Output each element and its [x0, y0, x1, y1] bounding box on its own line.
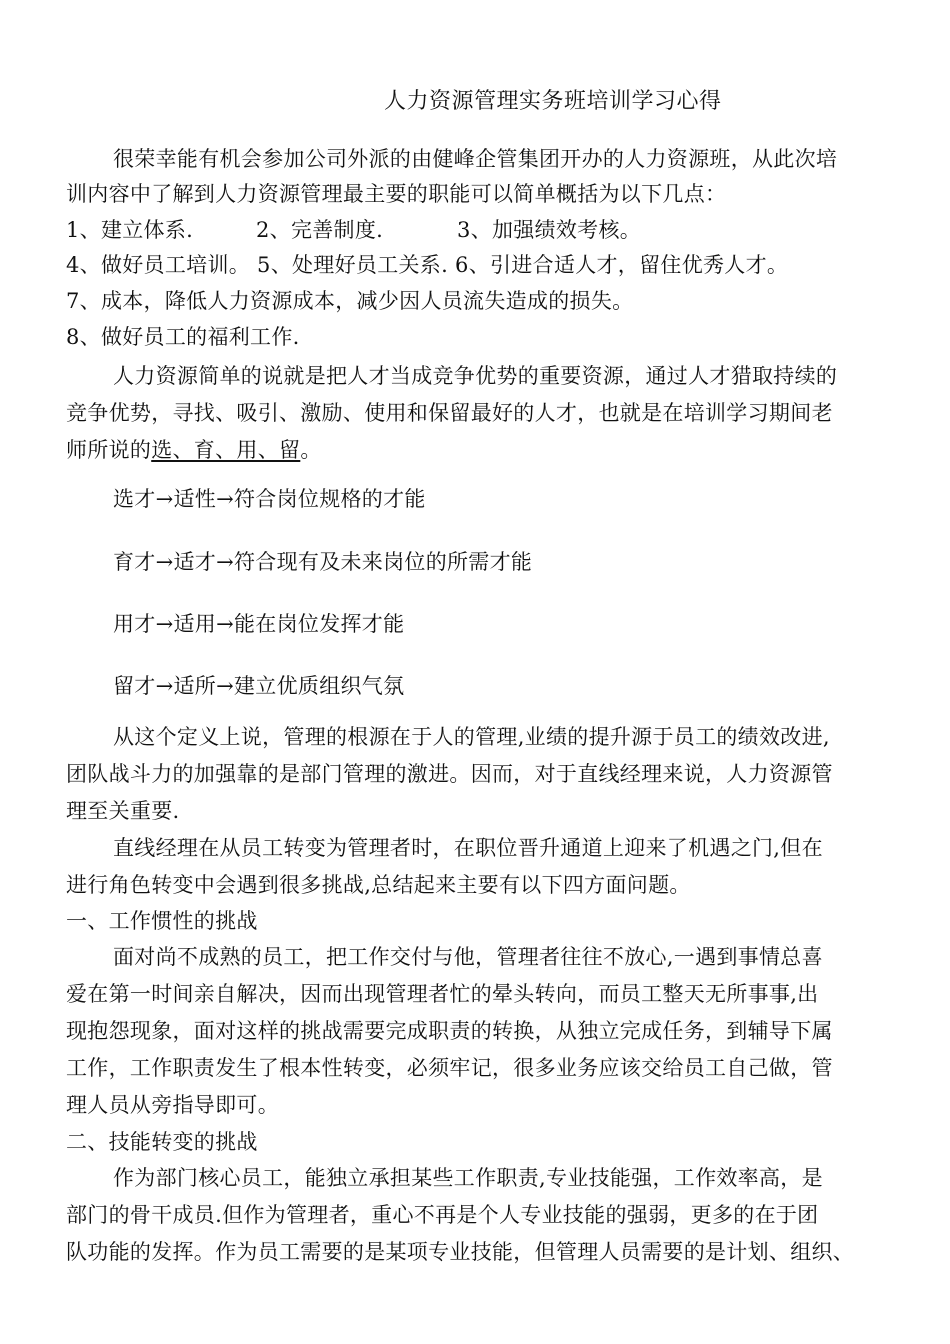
section2-line-1: 作为部门核心员工，能独立承担某些工作职责,专业技能强，工作效率高，是: [113, 1166, 823, 1190]
list-item-2: 2、完善制度.: [256, 218, 384, 242]
talent-line-3: 用才→适用→能在岗位发挥才能: [113, 612, 405, 636]
list-row-4: 8、做好员工的福利工作.: [66, 325, 300, 349]
talent-line-2: 育才→适才→符合现有及未来岗位的所需才能: [113, 550, 533, 574]
section2-line-3: 队功能的发挥。作为员工需要的是某项专业技能，但管理人员需要的是计划、组织、: [66, 1240, 855, 1264]
intro-line-2: 训内容中了解到人力资源管理最主要的职能可以简单概括为以下几点：: [66, 182, 727, 206]
para4-line-2: 进行角色转变中会遇到很多挑战,总结起来主要有以下四方面问题。: [66, 873, 691, 897]
document-title: 人力资源管理实务班培训学习心得: [384, 89, 722, 114]
list-item-3: 3、加强绩效考核。: [457, 218, 642, 242]
para2-prefix: 师所说的: [66, 438, 152, 462]
section1-line-2: 爱在第一时间亲自解决，因而出现管理者忙的晕头转向，而员工整天无所事事,出: [66, 982, 819, 1006]
section2-heading: 二、技能转变的挑战: [66, 1130, 258, 1154]
list-row-1: [66, 214, 936, 244]
list-row-3: 7、成本，降低人力资源成本，减少因人员流失造成的损失。: [66, 289, 634, 313]
para2-line-3: [66, 434, 322, 464]
section1-heading: 一、工作惯性的挑战: [66, 909, 258, 933]
para2-line-1: 人力资源简单的说就是把人才当成竞争优势的重要资源，通过人才猎取持续的: [113, 364, 838, 388]
para3-line-3: 理至关重要.: [66, 799, 180, 823]
para3-line-2: 团队战斗力的加强靠的是部门管理的激进。因而，对于直线经理来说，人力资源管: [66, 762, 833, 786]
para2-line-2: 竞争优势，寻找、吸引、激励、使用和保留最好的人才，也就是在培训学习期间老: [66, 401, 833, 425]
list-row-2: 4、做好员工培训。 5、处理好员工关系. 6、引进合适人才，留住优秀人才。: [66, 253, 789, 277]
list-item-1: 1、建立体系.: [66, 218, 194, 242]
talent-line-1: 选才→适性→符合岗位规格的才能: [113, 487, 426, 511]
section1-line-4: 工作，工作职责发生了根本性转变，必须牢记，很多业务应该交给员工自己做，管: [66, 1056, 833, 1080]
para3-line-1: 从这个定义上说，管理的根源在于人的管理,业绩的提升源于员工的绩效改进,: [113, 725, 830, 749]
intro-line-1: 很荣幸能有机会参加公司外派的由健峰企管集团开办的人力资源班，从此次培: [113, 147, 838, 171]
para4-line-1: 直线经理在从员工转变为管理者时，在职位晋升通道上迎来了机遇之门,但在: [113, 836, 823, 860]
section1-line-1: 面对尚不成熟的员工，把工作交付与他，管理者往往不放心,一遇到事情总喜: [113, 945, 823, 969]
para2-underlined: 选、育、用、留: [151, 438, 301, 462]
section2-line-2: 部门的骨干成员.但作为管理者，重心不再是个人专业技能的强弱，更多的在于团: [66, 1203, 819, 1227]
section1-line-5: 理人员从旁指导即可。: [66, 1093, 279, 1117]
talent-line-4: 留才→适所→建立优质组织气氛: [113, 674, 405, 698]
para2-suffix: 。: [300, 438, 322, 462]
section1-line-3: 现抱怨现象，面对这样的挑战需要完成职责的转换，从独立完成任务，到辅导下属: [66, 1019, 833, 1043]
